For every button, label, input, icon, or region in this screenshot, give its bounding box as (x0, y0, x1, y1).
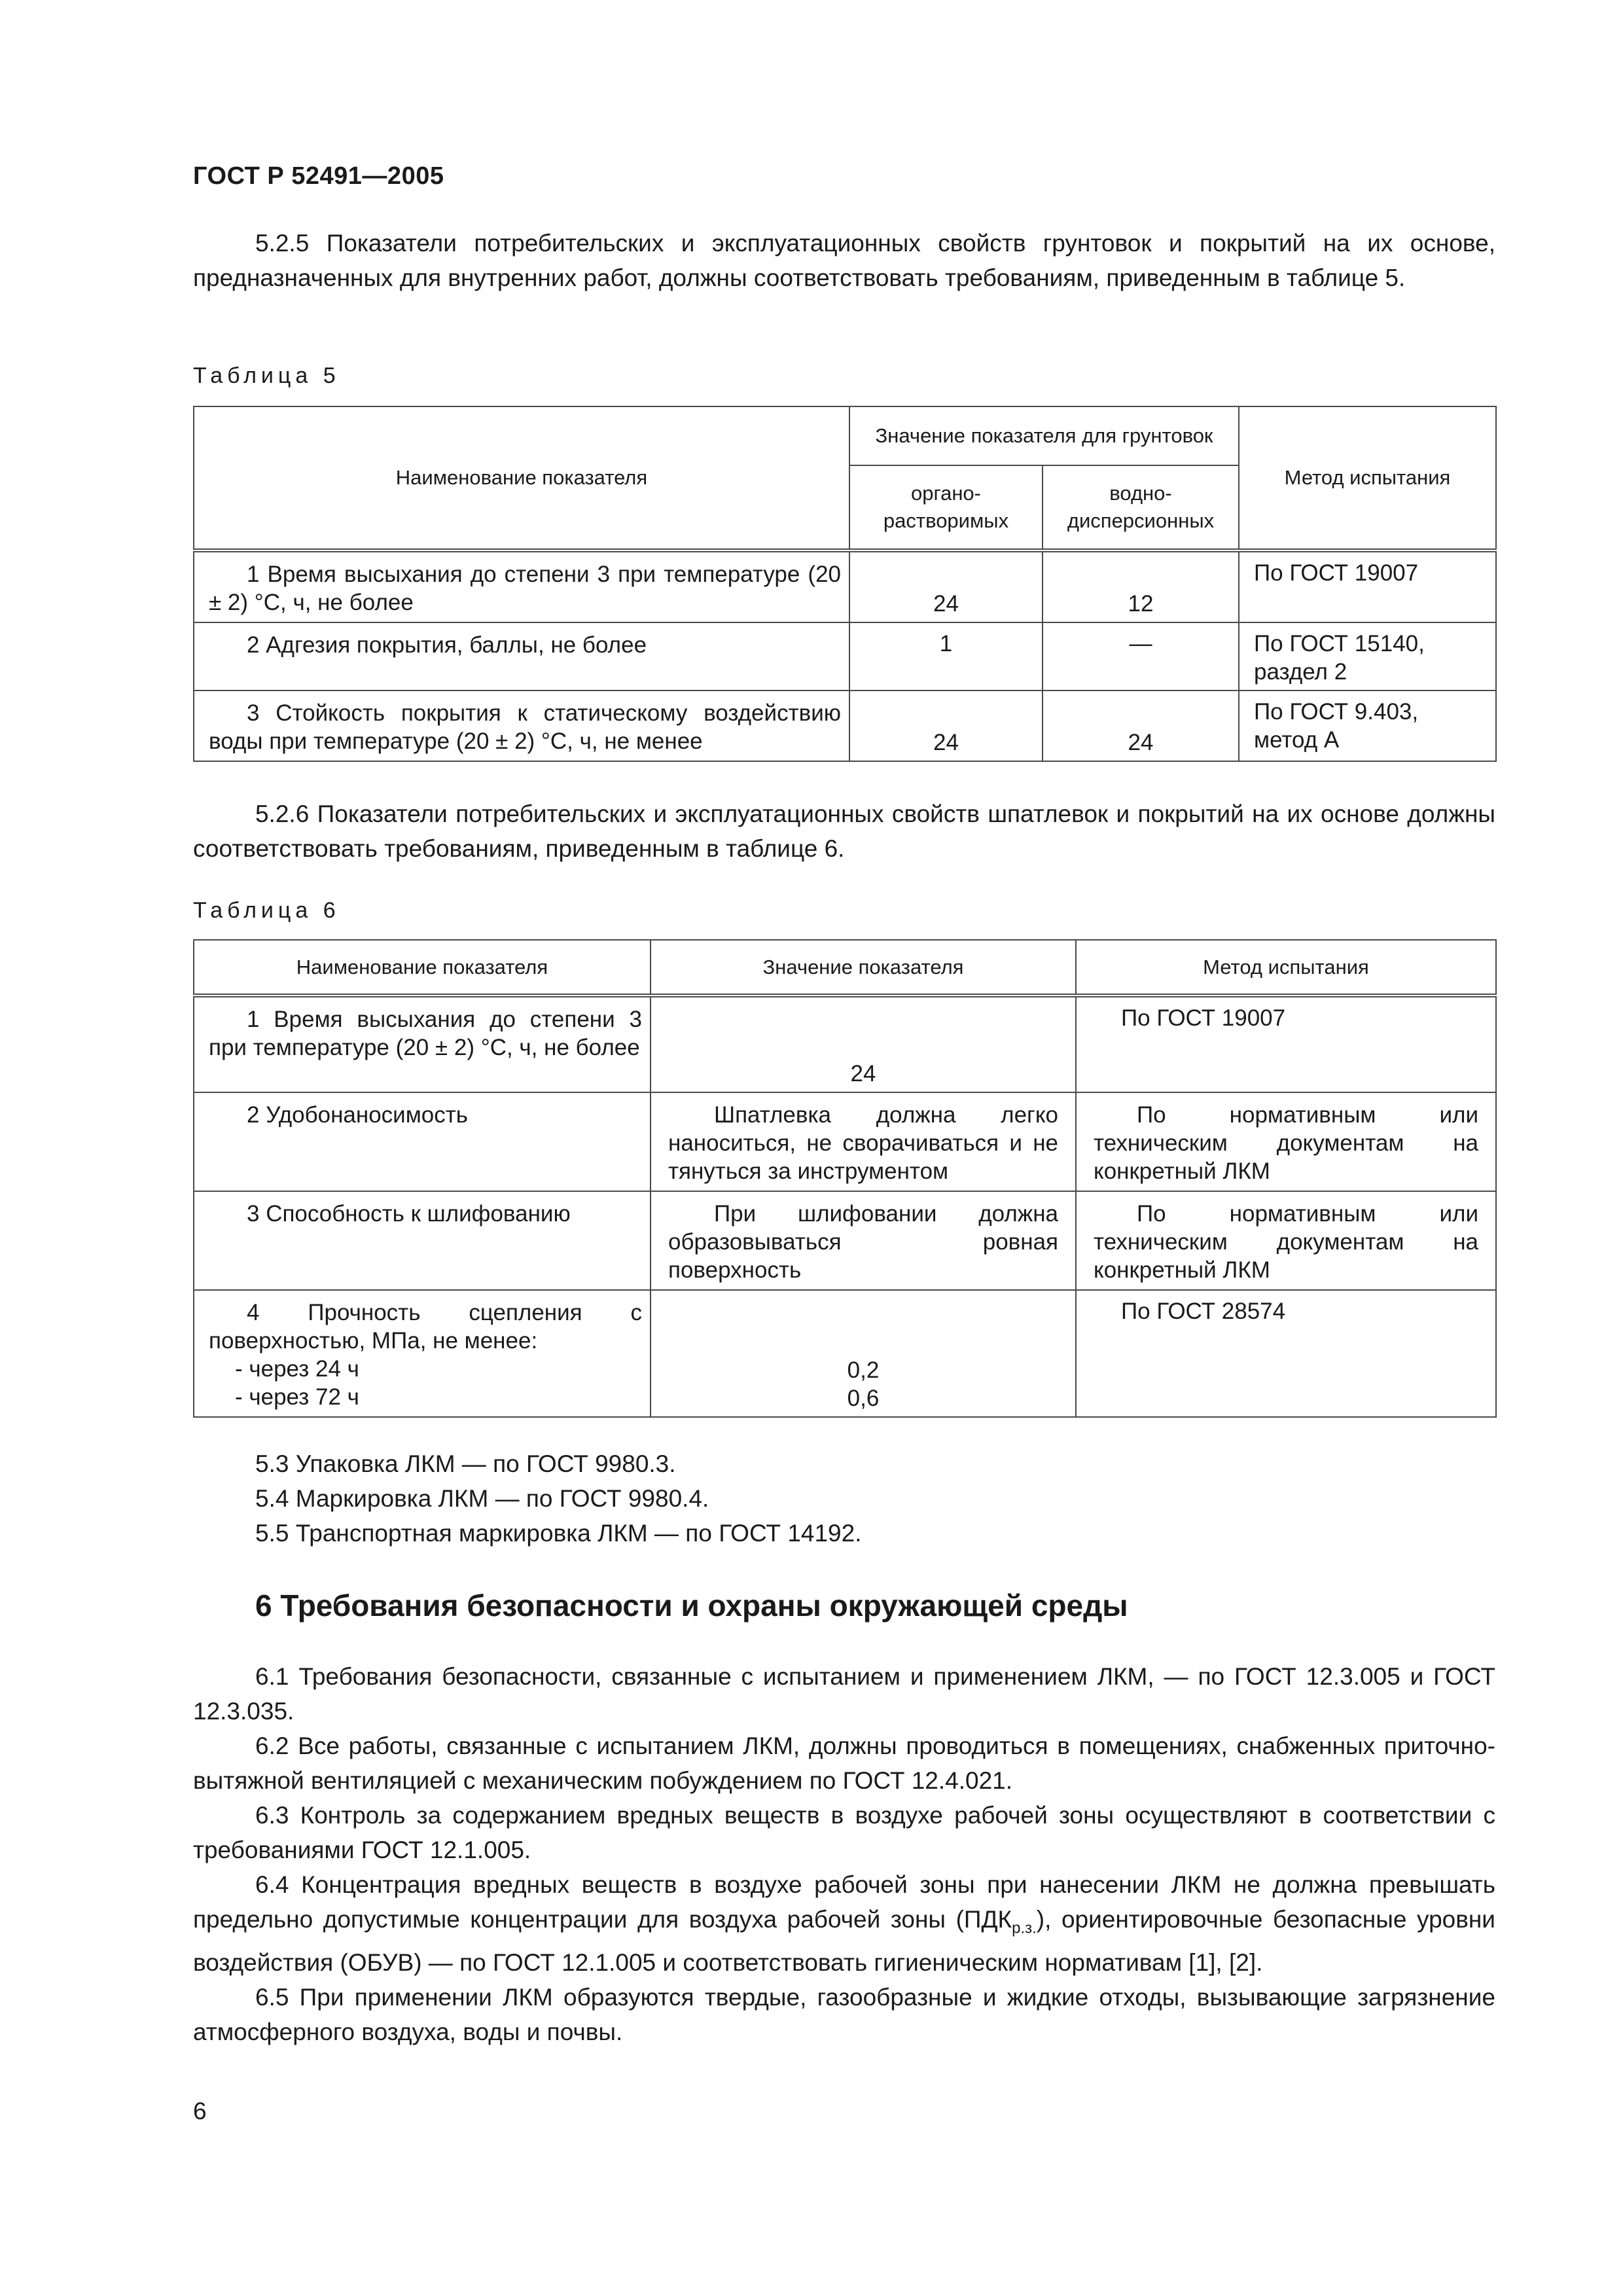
table-5-row-2-method: По ГОСТ 15140, раздел 2 (1239, 622, 1496, 691)
table-5-head-name: Наименование показателя (194, 406, 849, 550)
table-5-head-sub2: водно-дисперсионных (1043, 465, 1239, 550)
table-5-head-sub1: органо-растворимых (849, 465, 1043, 550)
table-row (194, 550, 1496, 622)
table-row (194, 1290, 1496, 1417)
table-6-row-1-method: По ГОСТ 19007 (1076, 996, 1496, 1092)
table-6-head-name: Наименование показателя (194, 940, 651, 996)
table-6-row-4-val2: 0,6 (847, 1386, 880, 1411)
table-5-head-method: Метод испытания (1239, 406, 1496, 550)
table-5-row-2-name: 2 Адгезия покрытия, баллы, не более (194, 622, 849, 691)
table-5-row-1-v1: 24 (849, 550, 1043, 622)
table-6-head-value: Значение показателя (651, 940, 1076, 996)
document-header: ГОСТ Р 52491—2005 (193, 162, 444, 190)
table-6-row-3-method: По нормативным или техническим документам на конкретный ЛКМ (1076, 1191, 1496, 1290)
table-5-row-3-method: По ГОСТ 9.403, метод А (1239, 691, 1496, 761)
table-5-row-3-v1: 24 (849, 691, 1043, 761)
table-6-row-1-name: 1 Время высыхания до степени 3 при температуре (20 ± 2) °С, ч, не более (194, 996, 651, 1092)
table-5-caption: Таблица 5 (193, 363, 340, 388)
paragraph-6-1: 6.1 Требования безопасности, связанные с испытанием и применением ЛКМ, — по ГОСТ 12.3.005 и ГОСТ 12.3.035. (193, 1663, 1495, 1725)
paragraph-6-5: 6.5 При применении ЛКМ образуются твердые, газообразные и жидкие отходы, вызывающие загрязнение атмосферного воздуха, воды и почвы. (193, 1984, 1495, 2046)
table-5-row-2-v1: 1 (849, 622, 1043, 691)
list-item: 5.5 Транспортная маркировка ЛКМ — по ГОСТ 14192. (255, 1520, 862, 1547)
paragraph-6-3: 6.3 Контроль за содержанием вредных веществ в воздухе рабочей зоны осуществляют в соответствии с требованиями ГОСТ 12.1.005. (193, 1802, 1495, 1863)
list-item: 5.3 Упаковка ЛКМ — по ГОСТ 9980.3. (255, 1450, 676, 1477)
table-6-row-2-value: Шпатлевка должна легко наноситься, не сворачиваться и не тянуться за инструментом (651, 1092, 1076, 1191)
table-5-row-2-v2: — (1043, 622, 1239, 691)
table-6-row-3-name: 3 Способность к шлифованию (194, 1191, 651, 1290)
table-row (194, 691, 1496, 761)
table-5-head-group: Значение показателя для грунтовок (849, 406, 1239, 465)
paragraph-5-2-6: 5.2.6 Показатели потребительских и эксплуатационных свойств шпатлевок и покрытий на их основе должны соответствовать требованиям, приведенным в таблице 6. (193, 800, 1495, 862)
section-6-body (193, 1659, 1495, 2049)
table-6-row-4-val1: 0,2 (847, 1357, 880, 1383)
table-row (194, 622, 1496, 691)
table-5-row-1-v2: 12 (1043, 550, 1239, 622)
paragraph-6-2: 6.2 Все работы, связанные с испытанием ЛКМ, должны проводиться в помещениях, снабженных приточно-вытяжной вентиляцией с механическим побуждением по ГОСТ 12.4.021. (193, 1732, 1495, 1794)
table-6-row-1-value: 24 (651, 996, 1076, 1092)
table-6-row-3-value: При шлифовании должна образовываться ровная поверхность (651, 1191, 1076, 1290)
table-6-row-4-name: 4 Прочность сцепления с поверхностью, МПа, не менее: - через 24 ч - через 72 ч (194, 1290, 651, 1417)
section-6-title: 6 Требования безопасности и охраны окружающей среды (255, 1588, 1128, 1623)
table-6-row-2-method: По нормативным или техническим документам на конкретный ЛКМ (1076, 1092, 1496, 1191)
table-5-row-3-v2: 24 (1043, 691, 1239, 761)
table-6-row-4-sub2: - через 72 ч (235, 1384, 359, 1410)
page-number: 6 (193, 2098, 207, 2125)
paragraph-5-2-5: 5.2.5 Показатели потребительских и эксплуатационных свойств грунтовок и покрытий на их основе, предназначенных для внутренних работ, должны соответствовать требованиям, приведенным в таблице 5. (193, 230, 1495, 291)
list-item: 5.4 Маркировка ЛКМ — по ГОСТ 9980.4. (255, 1485, 709, 1512)
table-5-row-1-name: 1 Время высыхания до степени 3 при температуре (20 ± 2) °С, ч, не более (194, 550, 849, 622)
paragraph-6-4: 6.4 Концентрация вредных веществ в воздухе рабочей зоны при нанесении ЛКМ не должна превышать предельно допустимые концентрации для воздуха рабочей зоны $(ПДК_{р.з.})$, ориентировочные безопасные уровни воздействия (ОБУВ) — по ГОСТ 12.1.005 и соответствовать гигиеническим нормативам [1], [2]. (193, 1871, 1495, 1977)
table-6-row-4-method: По ГОСТ 28574 (1076, 1290, 1496, 1417)
table-6-row-4-value (651, 1290, 1076, 1417)
requirements-list (255, 1446, 861, 1551)
table-5 (193, 406, 1497, 762)
table-row (194, 996, 1496, 1092)
table-row (194, 1092, 1496, 1191)
table-6-caption: Таблица 6 (193, 898, 340, 923)
table-5-row-3-name: 3 Стойкость покрытия к статическому воздействию воды при температуре (20 ± 2) °С, ч, не менее (194, 691, 849, 761)
table-row (194, 1191, 1496, 1290)
table-6-row-4-sub1: - через 24 ч (235, 1356, 359, 1382)
table-6-head-method: Метод испытания (1076, 940, 1496, 996)
table-5-row-1-method: По ГОСТ 19007 (1239, 550, 1496, 622)
table-6 (193, 939, 1497, 1418)
table-6-row-2-name: 2 Удобонаносимость (194, 1092, 651, 1191)
